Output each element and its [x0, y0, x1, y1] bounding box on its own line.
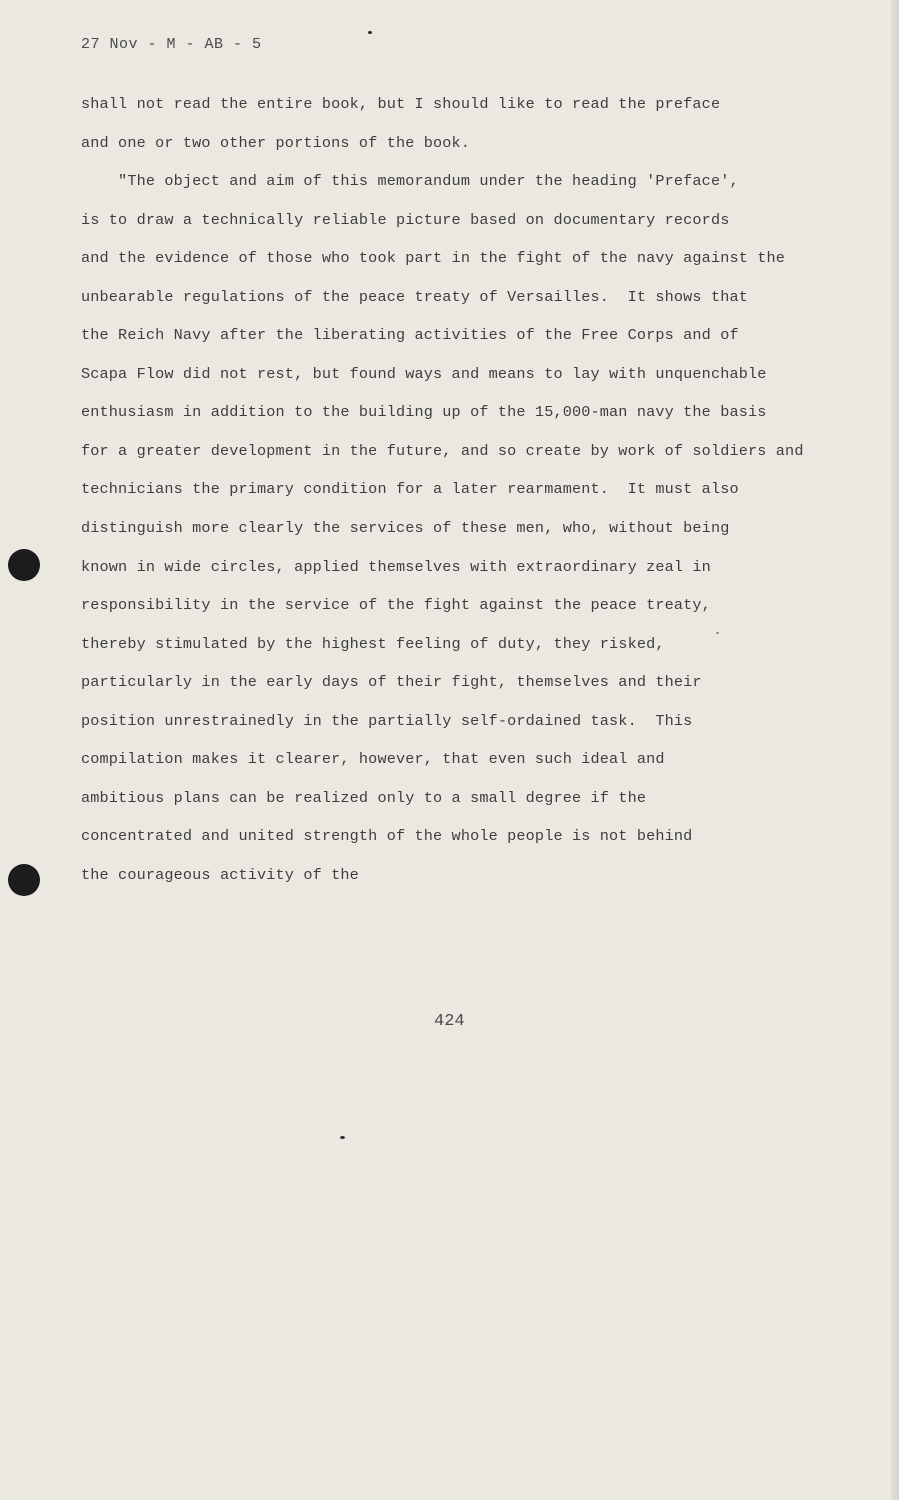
ink-speck	[340, 1136, 345, 1139]
text-line: and one or two other portions of the book.	[81, 133, 471, 152]
text-line: shall not read the entire book, but I should like to read the preface	[81, 95, 721, 113]
text-line: enthusiasm in addition to the building up of the 15,000-man navy the basis	[81, 403, 767, 422]
punch-hole	[8, 864, 40, 896]
text-line: particularly in the early days of their fight, themselves and their	[81, 673, 702, 692]
text-line: ambitious plans can be realized only to a small degree if the	[81, 788, 647, 807]
text-line: the Reich Navy after the liberating activities of the Free Corps and of	[81, 326, 739, 345]
text-line: is to draw a technically reliable picture based on documentary records	[81, 210, 730, 229]
text-line: concentrated and united strength of the whole people is not behind	[81, 827, 693, 846]
text-line: distinguish more clearly the services of these men, who, without being	[81, 519, 730, 538]
text-line: responsibility in the service of the fight against the peace treaty,	[81, 596, 711, 615]
text-line: the courageous activity of the	[81, 865, 359, 884]
text-line: technicians the primary condition for a later rearmament. It must also	[81, 480, 739, 499]
text-line: and the evidence of those who took part in the fight of the navy against the	[81, 249, 786, 268]
paper-edge	[891, 0, 899, 1500]
text-line: "The object and aim of this memorandum under the heading 'Preface',	[81, 172, 739, 191]
text-line: position unrestrainedly in the partially self-ordained task. This	[81, 711, 693, 730]
text-line: thereby stimulated by the highest feeling of duty, they risked,	[81, 634, 665, 653]
page-header: 27 Nov - M - AB - 5	[81, 36, 262, 53]
text-line: for a greater development in the future, and so create by work of soldiers and	[81, 441, 804, 460]
page-number: 424	[434, 1012, 465, 1031]
text-line: unbearable regulations of the peace treaty of Versailles. It shows that	[81, 287, 749, 306]
text-line: known in wide circles, applied themselves with extraordinary zeal in	[81, 557, 711, 576]
body-text	[81, 92, 861, 901]
text-line: Scapa Flow did not rest, but found ways and means to lay with unquenchable	[81, 364, 767, 383]
text-line: compilation makes it clearer, however, that even such ideal and	[81, 750, 665, 769]
ink-speck	[368, 31, 372, 34]
punch-hole	[8, 549, 40, 581]
ink-speck	[716, 632, 719, 634]
